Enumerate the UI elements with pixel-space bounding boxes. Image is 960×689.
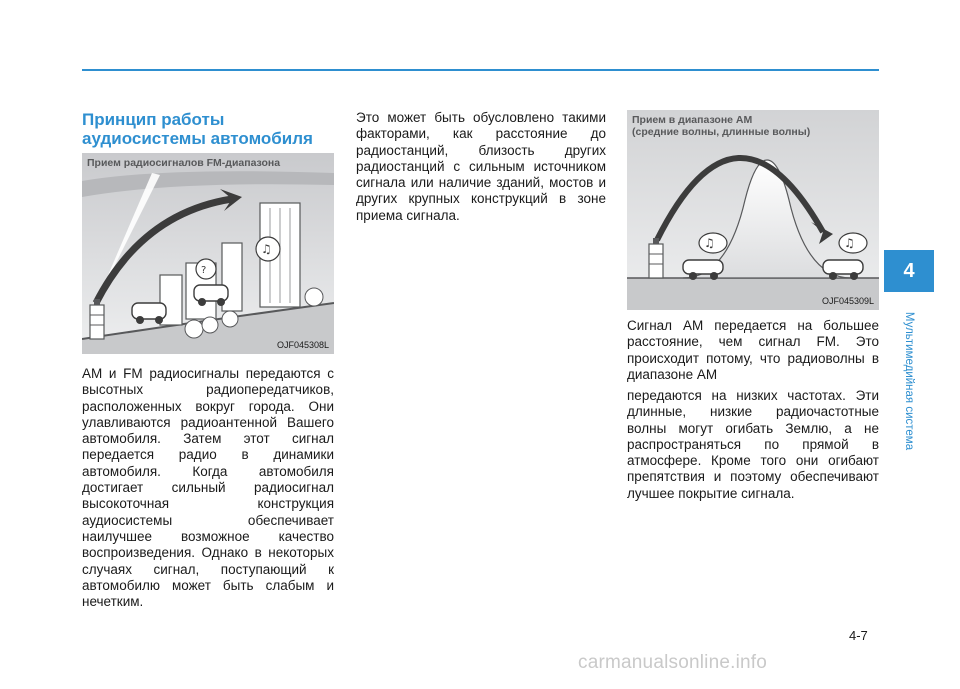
fm-reception-illustration: [82, 153, 334, 354]
fm-reception-figure: [82, 153, 334, 354]
am-figure-title-line-2: (средние волны, длинные волны): [632, 126, 811, 138]
right-paragraph-2: передаются на низких частотах. Эти длинные, низкие радиочастотные волны могут огибать Землю, а не распространяться по прямой в атмосфере. Кроме того они огибают препятствия и поэтому обеспечивают лучшее покрытие сигнала.: [627, 388, 879, 501]
page-number: 4-7: [849, 628, 868, 643]
svg-text:♫: ♫: [261, 242, 272, 256]
left-paragraph: AM и FM радиосигналы передаются с высотных радиопередатчиков, расположенных вокруг города. Они улавливаются радиоантенной Вашего автомобиля. Затем этот сигнал передается радио в динамики автомобиля. Когда автомобиля достигает сильный радиосигнал высокоточная конструкция аудиосистемы обеспечивает наилучшее возможное качество воспроизведения. Однако в некоторых случаях сигнал, поступающий к автомобилю может быть слабым и нечетким.: [82, 366, 334, 610]
am-figure-title: [632, 114, 810, 138]
am-reception-figure: [627, 110, 879, 310]
svg-text:♫: ♫: [704, 236, 715, 250]
svg-text:♫: ♫: [844, 236, 855, 250]
chapter-name: Мультимедийная система: [903, 311, 915, 451]
section-title-line-1: Принцип работы: [82, 110, 225, 129]
chapter-tab: 4: [884, 250, 934, 292]
chapter-side-label: [886, 296, 932, 466]
middle-paragraph: Это может быть обусловлено такими факторами, как расстояние до радиостанций, близость других радиостанций с сильным источником сигнала или наличие зданий, мостов и других крупных конструкций в зоне приема сигнала.: [356, 110, 606, 223]
am-figure-title-line-1: Прием в диапазоне AM: [632, 114, 753, 126]
right-paragraph-1: Сигнал AM передается на большее расстояние, чем сигнал FM. Это происходит потому, что радиоволны в диапазоне AM: [627, 318, 879, 382]
fm-figure-code: OJF045308L: [276, 340, 329, 350]
section-title-line-2: аудиосистемы автомобиля: [82, 129, 313, 148]
fm-figure-title: Прием радиосигналов FM-диапазона: [87, 157, 281, 169]
section-title: [82, 110, 342, 148]
watermark-text: carmanualsonline.info: [578, 652, 768, 673]
am-reception-illustration: [627, 110, 879, 310]
svg-text:?: ?: [201, 265, 207, 276]
am-figure-code: OJF045309L: [821, 296, 874, 306]
header-rule: [82, 69, 879, 71]
